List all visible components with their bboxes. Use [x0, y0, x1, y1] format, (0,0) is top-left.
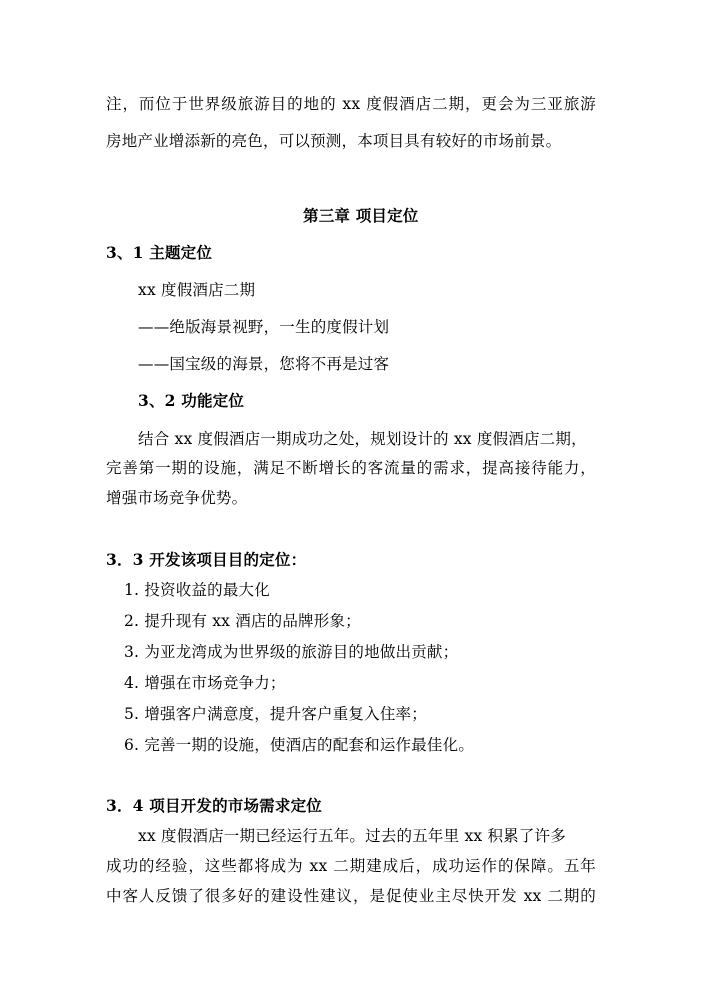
section-3-3-item-2: 2. 提升现有 xx 酒店的品牌形象； — [124, 612, 361, 630]
section-3-4-line-2: 成功的经验，这些都将成为 xx 二期建成后，成功运作的保障。五年 — [106, 857, 596, 875]
section-3-3-heading: 3．3 开发该项目目的定位： — [106, 550, 307, 569]
section-3-2-line-3: 增强市场竞争优势。 — [106, 489, 248, 507]
section-3-2-line-2: 完善第一期的设施，满足不断增长的客流量的需求，提高接待能力， — [106, 459, 596, 477]
section-3-1-line-3: ——国宝级的海景，您将不再是过客 — [138, 355, 390, 373]
intro-line-1: 注，而位于世界级旅游目的地的 xx 度假酒店二期，更会为三亚旅游 — [106, 95, 596, 113]
section-3-2-line-1: 结合 xx 度假酒店一期成功之处，规划设计的 xx 度假酒店二期， — [138, 430, 587, 448]
intro-line-2: 房地产业增添新的亮色，可以预测，本项目具有较好的市场前景。 — [106, 132, 562, 150]
section-3-1-heading: 3、1 主题定位 — [106, 243, 213, 262]
section-3-3-item-1: 1. 投资收益的最大化 — [124, 581, 270, 599]
chapter-title: 第三章 项目定位 — [303, 206, 419, 225]
section-3-3-item-5: 5. 增强客户满意度，提升客户重复入住率； — [124, 705, 427, 723]
section-3-1-line-1: xx 度假酒店二期 — [138, 281, 256, 299]
section-3-4-line-3: 中客人反馈了很多好的建设性建议，是促使业主尽快开发 xx 二期的 — [106, 887, 596, 905]
section-3-2-heading: 3、2 功能定位 — [138, 391, 245, 410]
section-3-4-line-1: xx 度假酒店一期已经运行五年。过去的五年里 xx 积累了许多 — [138, 827, 566, 845]
section-3-3-item-6: 6. 完善一期的设施，使酒店的配套和运作最佳化。 — [124, 736, 475, 754]
section-3-1-line-2: ——绝版海景视野，一生的度假计划 — [138, 318, 390, 336]
section-3-3-item-3: 3. 为亚龙湾成为世界级的旅游目的地做出贡献； — [124, 643, 459, 661]
section-3-4-heading: 3．4 项目开发的市场需求定位 — [106, 796, 322, 815]
section-3-3-item-4: 4. 增强在市场竞争力； — [124, 674, 286, 692]
